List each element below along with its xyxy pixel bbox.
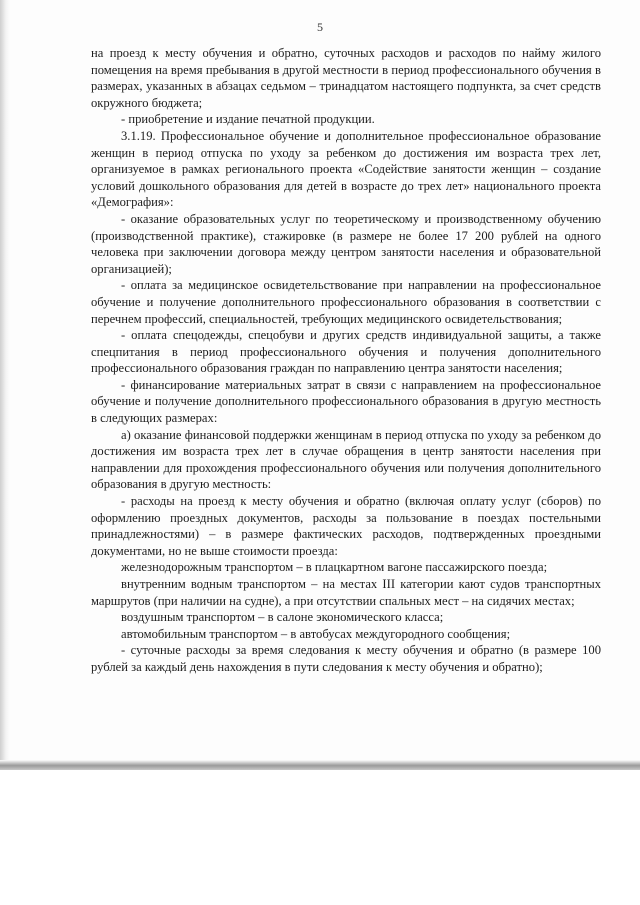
paragraph: железнодорожным транспортом – в плацкартном вагоне пассажирского поезда; [121,560,548,575]
page-number: 5 [317,20,323,34]
paragraph: - оплата за медицинское освидетельствование при направлении на профессиональное обучение и получение дополнительного профессионального образования в соответствии с перечнем профессий, специальностей, требующих медицинского освидетельствования; [91,278,601,326]
paragraph: автомобильным транспортом – в автобусах междугородного сообщения; [121,626,511,641]
scan-edge-shadow [0,0,10,768]
paragraph: - финансирование материальных затрат в связи с направлением на профессиональное обучение и получение дополнительного профессионального образования в другую местность в следующих размерах: [91,377,601,426]
paragraph: внутренним водным транспортом – на местах III категории кают судов транспортных маршрутов (при наличии на судне), а при отсутствии спальных мест – на сидячих местах; [91,577,601,608]
blank-margin [0,770,640,905]
document-body [91,45,601,676]
paragraph: воздушным транспортом – в салоне экономического класса; [121,610,444,625]
scan-page-bottom-edge [0,760,640,770]
paragraph: - суточные расходы за время следования к месту обучения и обратно (в размере 100 рублей за каждый день нахождения в пути следования к месту обучения и обратно); [91,643,601,674]
paragraph: на проезд к месту обучения и обратно, суточных расходов и расходов по найму жилого помещения на время пребывания в другой местности в период профессионального обучения в размерах, указанных в абзацах седьмом – тринадцатом настоящего подпункта, за счет средств окружного бюджета; [91,46,601,110]
paragraph: а) оказание финансовой поддержки женщинам в период отпуска по уходу за ребенком до достижения им возраста трех лет в случае обращения в центр занятости населения при направлении для прохождения профессионального обучения или получения дополнительного образования в другую местность: [91,427,601,492]
paragraph: 3.1.19. Профессиональное обучение и дополнительное профессиональное образование женщин в период отпуска по уходу за ребенком до достижения им возраста трех лет, организуемое в рамках регионального проекта «Содействие занятости женщин – создание условий дошкольного образования для детей в возрасте до трех лет» национального проекта «Демография»: [91,128,601,210]
paragraph: - оплата спецодежды, спецобуви и других средств индивидуальной защиты, а также спецпитания в период профессионального обучения и получения дополнительного профессионального образования граждан по направлению центра занятости населения; [91,328,601,376]
paragraph: - приобретение и издание печатной продукции. [121,112,375,127]
paragraph: - оказание образовательных услуг по теоретическому и производственному обучению (производственной практике), стажировке (в размере не более 17 200 рублей на одного человека при заключении договора между центром занятости населения и образовательной организацией); [91,211,601,276]
paragraph: - расходы на проезд к месту обучения и обратно (включая оплату услуг (сборов) по оформлению проездных документов, расходы за пользование в поездах постельными принадлежностями) – в размере фактических расходов, подтвержденных проездными документами, но не выше стоимости проезда: [91,494,601,558]
